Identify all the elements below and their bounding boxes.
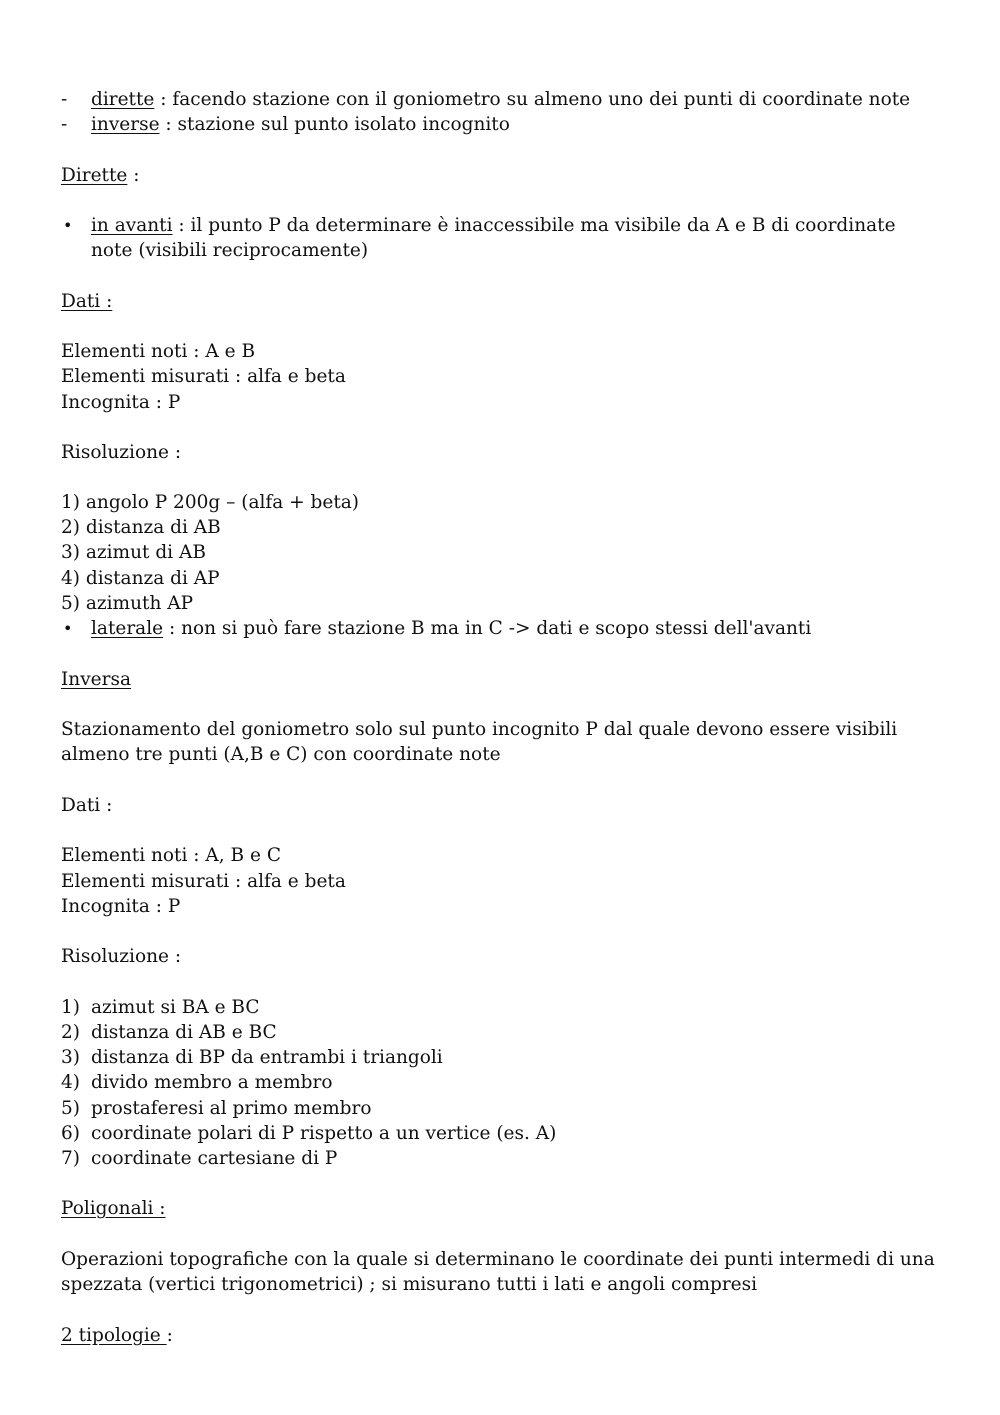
laterale-label: laterale bbox=[91, 618, 164, 639]
poligonali-heading: Poligonali : bbox=[61, 1198, 166, 1219]
dash-marker: - bbox=[61, 89, 68, 110]
dati-heading: Dati : bbox=[61, 795, 113, 816]
bullet-marker: • bbox=[63, 216, 73, 235]
dirette-text: : facendo stazione con il goniometro su almeno uno dei punti di coordinate note bbox=[154, 89, 911, 110]
incognita: Incognita : P bbox=[61, 896, 181, 917]
bullet-marker: • bbox=[63, 619, 73, 638]
risoluzione-heading: Risoluzione : bbox=[61, 442, 182, 463]
inverse-label: inverse bbox=[91, 114, 160, 135]
dash-marker: - bbox=[61, 114, 68, 135]
elementi-noti: Elementi noti : A e B bbox=[61, 341, 256, 362]
avanti-text: : il punto P da determinare è inaccessibile ma visibile da A e B di coordinate bbox=[172, 215, 896, 236]
step-item: 4) distanza di AP bbox=[61, 568, 220, 589]
elementi-noti: Elementi noti : A, B e C bbox=[61, 845, 281, 866]
risoluzione-heading: Risoluzione : bbox=[61, 946, 182, 967]
elementi-misurati: Elementi misurati : alfa e beta bbox=[61, 366, 346, 387]
step-item: 5) azimuth AP bbox=[61, 593, 194, 614]
step-item: 3) azimut di AB bbox=[61, 542, 206, 563]
inversa-heading: Inversa bbox=[61, 669, 131, 690]
inversa-description-cont: almeno tre punti (A,B e C) con coordinate note bbox=[61, 744, 501, 765]
laterale-text: : non si può fare stazione B ma in C -> dati e scopo stessi dell'avanti bbox=[163, 618, 812, 639]
tipologie-heading: 2 tipologie : bbox=[61, 1325, 173, 1346]
poligonali-description: Operazioni topografiche con la quale si determinano le coordinate dei punti intermedi di una bbox=[61, 1249, 935, 1270]
poligonali-description-cont: spezzata (vertici trigonometrici) ; si misurano tutti i lati e angoli compresi bbox=[61, 1274, 758, 1295]
step-item: 2) distanza di AB bbox=[61, 517, 221, 538]
incognita: Incognita : P bbox=[61, 392, 181, 413]
dirette-heading: Dirette : bbox=[61, 165, 140, 186]
avanti-label: in avanti bbox=[91, 215, 173, 236]
inversa-description: Stazionamento del goniometro solo sul punto incognito P dal quale devono essere visibili bbox=[61, 719, 898, 740]
elementi-misurati: Elementi misurati : alfa e beta bbox=[61, 871, 346, 892]
step-item: 1) angolo P 200g – (alfa + beta) bbox=[61, 492, 359, 513]
dati-heading: Dati : bbox=[61, 291, 113, 312]
dirette-label: dirette bbox=[91, 89, 155, 110]
document-page: - dirette : facendo stazione con il goniometro su almeno uno dei punti di coordinate note - inverse : stazione sul punto isolato incognito Dirette : • in avanti : il punto P da determinare è inaccessibile ma visibile da A e B di coordinate note (visibili reciprocamente) Dati : Elementi noti : A e B Elementi misurati : alfa e beta Incognita : P Risoluzione : 1) angolo P 200g – (alfa + beta) 2) distanza di AB 3) azimut di AB 4) distanza di AP 5) azimuth AP • laterale : non si può fare stazione B ma in C -> dati e scopo stessi dell'avanti Inversa Stazionamento del goniometro solo sul punto incognito P dal quale devono essere visibili almeno tre punti (A,B e C) con coordinate note Dati : Elementi noti : A, B e C Elementi misurati : alfa e beta Incognita : P Risoluzione : 1) azimut si BA e BC 2) distanza di AB e BC 3) distanza di BP da entrambi i triangoli 4) divido membro a membro 5) prostaferesi al primo membro 6) coordinate polari di P rispetto a un vertice (es. A) 7) coordinate cartesiane di P Poligonali : Operazioni topografiche con la quale si determinano le coordinate dei punti intermedi di una spezzata (vertici trigonometrici) ; si misurano tutti i lati e angoli compresi 2 tipologie : bbox=[0, 0, 1000, 1415]
inverse-text: : stazione sul punto isolato incognito bbox=[159, 114, 510, 135]
